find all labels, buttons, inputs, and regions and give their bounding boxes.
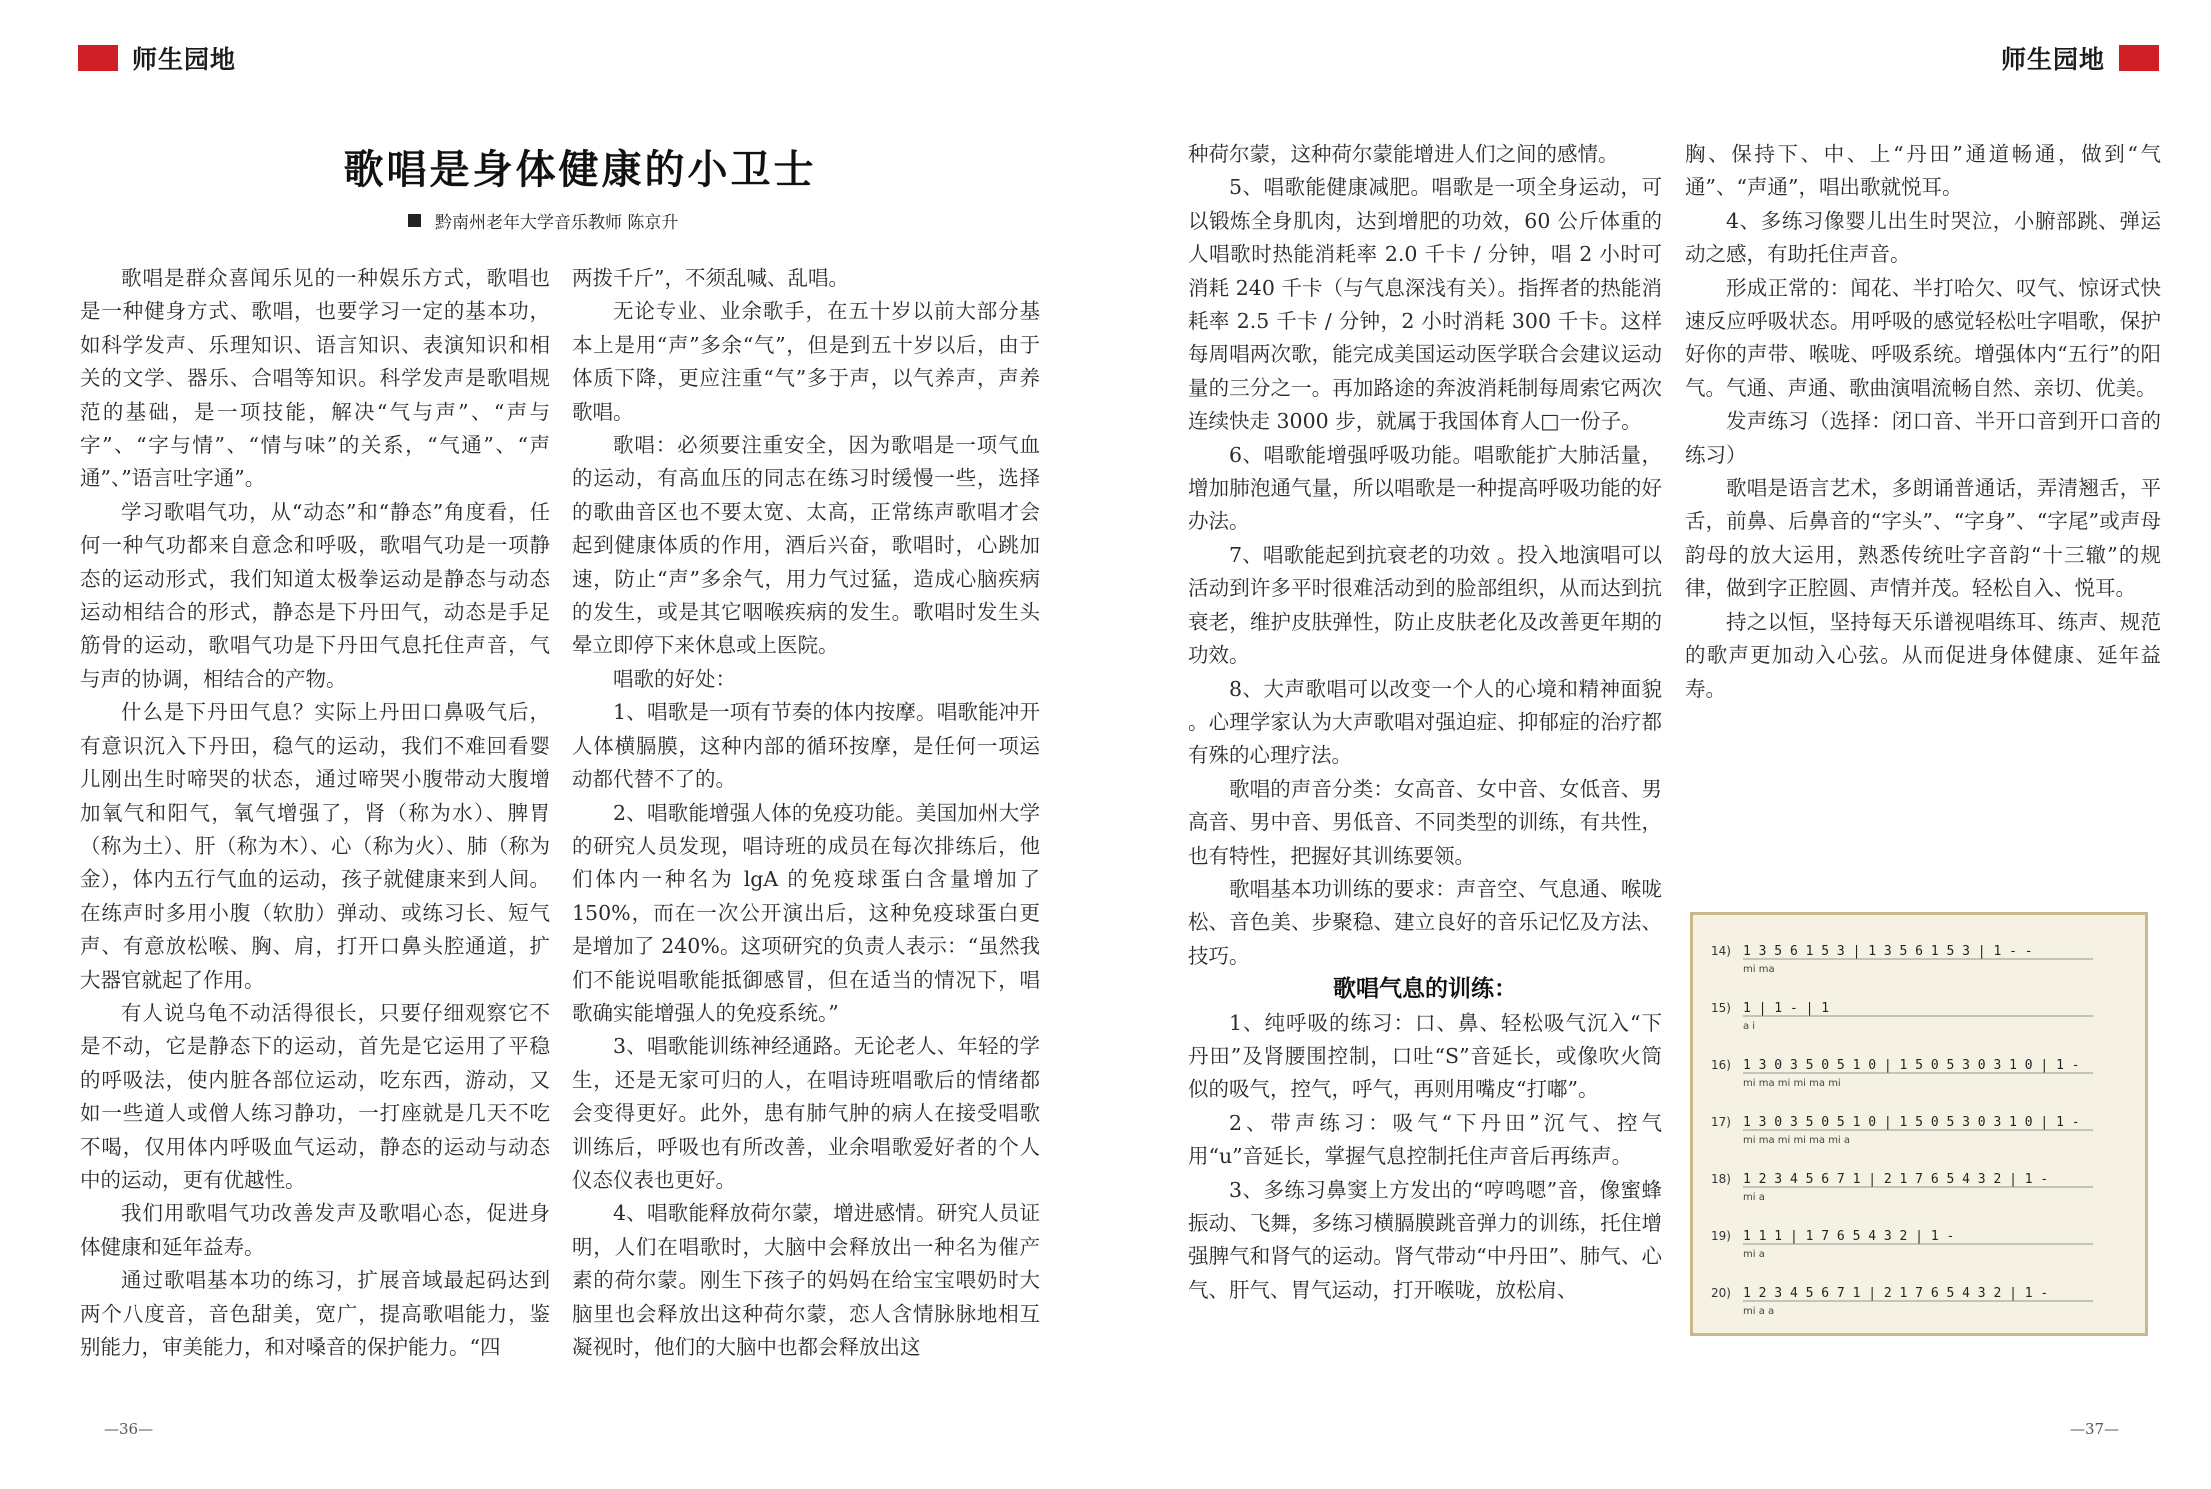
sheet-music-row — [1711, 1001, 2093, 1032]
paragraph: 发声练习（选择：闭口音、半开口音到开口音的练习） — [1685, 409, 2161, 467]
row-number: 15) — [1711, 1001, 1731, 1015]
sheet-music-image — [1690, 912, 2148, 1336]
section-header-left — [78, 44, 250, 72]
paragraph: 歌唱是语言艺术，多朗诵普通话，弄清翘舌，平舌，前鼻、后鼻音的“字头”、“字身”、“字尾”或声母韵母的放大运用，熟悉传统吐字音韵“十三辙”的规律，做到字正腔圆、声情并茂。轻松自入、悦耳。 — [1685, 476, 2161, 601]
paragraph: 无论专业、业余歌手，在五十岁以前大部分基本上是用“声”多余“气”，但是到五十岁以后，由于体质下降，更应注重“气”多于声，以气养声，声养歌唱。 — [572, 299, 1040, 424]
row-number: 14) — [1711, 944, 1731, 958]
red-bar-marker — [78, 45, 118, 71]
row-number: 18) — [1711, 1172, 1731, 1186]
notes-text: 1 3 0 3 5 0 5 1 0 | 1 5 0 5 3 0 3 1 0 | 1 - — [1743, 1058, 2080, 1073]
lyric-text: a i — [1743, 1021, 1756, 1032]
paragraph: 通过歌唱基本功的练习，扩展音域最起码达到两个八度音，音色甜美，宽广，提高歌唱能力，鉴别能力，审美能力，和对嗓音的保护能力。“四 — [80, 1268, 550, 1359]
paragraph: 3、多练习鼻窦上方发出的“哼鸣嗯”音，像蜜蜂振动、飞舞，多练习横膈膜跳音弹力的训练，托住增强脾气和肾气的运动。肾气带动“中丹田”、肺气、心气、肝气、胃气运动，打开喉咙，放松肩、 — [1188, 1177, 1662, 1302]
notes-text: 1 | 1 - | 1 — [1743, 1001, 1830, 1016]
sheet-music-row — [1711, 1286, 2093, 1317]
notes-text: 1 2 3 4 5 6 7 1 | 2 1 7 6 5 4 3 2 | 1 - — [1743, 1172, 2049, 1187]
paragraph: 6、唱歌能增强呼吸功能。唱歌能扩大肺活量，增加肺泡通气量，所以唱歌是一种提高呼吸功能的好办法。 — [1188, 442, 1662, 534]
paragraph: 歌唱的声音分类：女高音、女中音、女低音、男高音、男中音、男低音、不同类型的训练，有共性，也有特性，把握好其训练要领。 — [1188, 776, 1662, 868]
byline-text: 黔南州老年大学音乐教师 陈京升 — [435, 213, 679, 233]
text-column-3 — [1188, 138, 1662, 1307]
sheet-music-row — [1711, 944, 2093, 975]
byline — [408, 208, 678, 233]
notes-text: 1 3 0 3 5 0 5 1 0 | 1 5 0 5 3 0 3 1 0 | 1 - — [1743, 1115, 2080, 1130]
red-bar-marker — [2119, 45, 2159, 71]
paragraph: 2、带声练习：吸气“下丹田”沉气、控气用“u”音延长，掌握气息控制托住声音后再练声。 — [1188, 1110, 1662, 1169]
sheet-music-row — [1711, 1172, 2093, 1203]
paragraph: 7、唱歌能起到抗衰老的功效 。投入地演唱可以活动到许多平时很难活动到的脸部组织，从而达到抗衰老，维护皮肤弹性，防止皮肤老化及改善更年期的功效。 — [1188, 542, 1662, 668]
row-number: 19) — [1711, 1229, 1731, 1243]
row-number: 20) — [1711, 1286, 1731, 1300]
paragraph: 8、大声歌唱可以改变一个人的心境和精神面貌 。心理学家认为大声歌唱对强迫症、抑郁症的治疗都有殊的心理疗法。 — [1188, 676, 1662, 768]
lyric-text: mi ma — [1743, 964, 1775, 975]
sheet-music-svg — [1693, 915, 2145, 1333]
section-title-left: 师生园地 — [132, 45, 237, 74]
paragraph: 我们用歌唱气功改善发声及歌唱心态，促进身体健康和延年益寿。 — [80, 1201, 550, 1259]
section-subheading: 歌唱气息的训练： — [1333, 976, 1517, 1003]
paragraph: 形成正常的：闻花、半打哈欠、叹气、惊讶式快速反应呼吸状态。用呼吸的感觉轻松吐字唱歌，保护好你的声带、喉咙、呼吸系统。增强体内“五行”的阳气。气通、声通、歌曲演唱流畅自然、亲切、优美。 — [1685, 275, 2161, 400]
paragraph: 4、唱歌能释放荷尔蒙，增进感情。研究人员证明，人们在唱歌时，大脑中会释放出一种名为催产素的荷尔蒙。刚生下孩子的妈妈在给宝宝喂奶时大脑里也会释放出这种荷尔蒙，恋人含情脉脉地相互凝视时，他们的大脑中也都会释放出这 — [572, 1201, 1040, 1359]
section-title-right: 师生园地 — [2000, 45, 2105, 74]
notes-text: 1 2 3 4 5 6 7 1 | 2 1 7 6 5 4 3 2 | 1 - — [1743, 1286, 2049, 1301]
sheet-music-row — [1711, 1229, 2093, 1260]
text-column-1 — [80, 262, 550, 1364]
paragraph: 歌唱：必须要注重安全，因为歌唱是一项气血的运动，有高血压的同志在练习时缓慢一些，选择的歌曲音区也不要太宽、太高，正常练声歌唱才会起到健康体质的作用，酒后兴奋，歌唱时，心跳加速，防止“声”多余气，用力气过猛，造成心脑疾病的发生，或是其它咽喉疾病的发生。歌唱时发生头晕立即停下来休息或上医院。 — [572, 433, 1040, 658]
paragraph: 两拨千斤”，不须乱喊、乱唱。 — [572, 266, 849, 290]
article-title: 歌唱是身体健康的小卫士 — [343, 147, 817, 193]
paragraph: 有人说乌龟不动活得很长，只要仔细观察它不是不动，它是静态下的运动，首先是它运用了平稳的呼吸法，使内脏各部位运动，吃东西，游动，又如一些道人或僧人练习静功，一打座就是几天不吃不喝，仅用体内呼吸血气运动，静态的运动与动态中的运动，更有优越性。 — [80, 1000, 550, 1192]
paragraph: 3、唱歌能训练神经通路。无论老人、年轻的学生，还是无家可归的人，在唱诗班唱歌后的情绪都会变得更好。此外，患有肺气肿的病人在接受唱歌训练后，呼吸也有所改善，业余唱歌爱好者的个人仪态仪表也更好。 — [572, 1034, 1040, 1192]
paragraph: 1、纯呼吸的练习：口、鼻、轻松吸气沉入“下丹田”及肾腰围控制，口吐“S”音延长，或像吹火筒似的吸气，控气，呼气，再则用嘴皮“打嘟”。 — [1188, 1010, 1662, 1102]
paragraph: 歌唱是群众喜闻乐见的一种娱乐方式，歌唱也是一种健身方式、歌唱，也要学习一定的基本功，如科学发声、乐理知识、语言知识、表演知识和相关的文学、器乐、合唱等知识。科学发声是歌唱规范的基础，是一项技能，解决“气与声”、“声与字”、“字与情”、“情与味”的关系，“气通”、“声通”、”语言吐字通”。 — [80, 266, 550, 491]
notes-text: 1 3 5 6 1 5 3 | 1 3 5 6 1 5 3 | 1 - - — [1743, 944, 2033, 959]
paragraph: 什么是下丹田气息？实际上丹田口鼻吸气后，有意识沉入下丹田，稳气的运动，我们不难回看婴儿刚出生时啼哭的状态，通过啼哭小腹带动大腹增加氧气和阳气，氧气增强了，肾（称为水）、脾胃（称为土）、肝（称为木）、心（称为火）、肺（称为金），体内五行气血的运动，孩子就健康来到人间。在练声时多用小腹（软肋）弹动、或练习长、短气声、有意放松喉、胸、肩，打开口鼻头腔通道，扩大器官就起了作用。 — [80, 700, 550, 992]
square-bullet-icon — [408, 214, 421, 227]
lyric-text: mi ma mi mi ma mi — [1743, 1078, 1841, 1089]
page-number-left: —36— — [104, 1420, 154, 1438]
text-column-2 — [572, 262, 1040, 1364]
paragraph: 2、唱歌能增强人体的免疫功能。美国加州大学的研究人员发现，唱诗班的成员在每次排练后，他们体内一种名为 lgA 的免疫球蛋白含量增加了150%，而在一次公开演出后，这种免疫球蛋白更是增加了 240%。这项研究的负责人表示：“虽然我们不能说唱歌能抵御感冒，但在适当的情况下，唱歌确实能增强人的免疫系统。” — [572, 800, 1040, 1025]
lyric-text: mi a — [1743, 1249, 1765, 1260]
text-column-4 — [1685, 138, 2161, 706]
paragraph: 唱歌的好处： — [613, 666, 736, 691]
paragraph: 5、唱歌能健康减肥。唱歌是一项全身运动，可以锻炼全身肌肉，达到增肥的功效，60 公斤体重的人唱歌时热能消耗率 2.0 千卡 / 分钟，唱 2 小时可消耗 240 千卡（与气息深浅有关）。指挥者的热能消耗率 2.5 千卡 / 分钟，2 小时消耗 300 千卡。这样每周唱两次歌，能完成美国运动医学联合会建议运动量的三分之一。再加路途的奔波消耗制每周索它两次连续快走 3000 步，就属于我国体育人□一份子。 — [1188, 175, 1662, 434]
lyric-text: mi a — [1743, 1192, 1765, 1203]
paragraph: 1、唱歌是一项有节奏的体内按摩。唱歌能冲开人体横膈膜，这种内部的循环按摩，是任何一项运动都代替不了的。 — [572, 700, 1040, 792]
paragraph: 持之以恒，坚持每天乐谱视唱练耳、练声、规范的歌声更加动入心弦。从而促进身体健康、延年益寿。 — [1685, 609, 2161, 701]
lyric-text: mi a a — [1743, 1306, 1775, 1317]
paragraph: 学习歌唱气功，从“动态”和“静态”角度看，任何一种气功都来自意念和呼吸，歌唱气功是一项静态的运动形式，我们知道太极拳运动是静态与动态运动相结合的形式，静态是下丹田气，动态是手足筋骨的运动，歌唱气功是下丹田气息托住声音，气与声的协调，相结合的产物。 — [80, 499, 550, 691]
paragraph: 胸、保持下、中、上“丹田”通道畅通，做到“气通”、“声通”，唱出歌就悦耳。 — [1685, 142, 2161, 200]
row-number: 17) — [1711, 1115, 1731, 1129]
sheet-music-row — [1711, 1058, 2093, 1089]
section-header-right — [1987, 44, 2159, 72]
paragraph: 歌唱基本功训练的要求：声音空、气息通、喉咙松、音色美、步聚稳、建立良好的音乐记忆及方法、技巧。 — [1188, 876, 1662, 968]
notes-text: 1 1 1 | 1 7 6 5 4 3 2 | 1 - — [1743, 1229, 1955, 1244]
sheet-music-row — [1711, 1115, 2093, 1146]
page-number-right: —37— — [2070, 1420, 2120, 1438]
lyric-text: mi ma mi mi ma mi a — [1743, 1135, 1851, 1146]
paragraph: 种荷尔蒙，这种荷尔蒙能增进人们之间的感情。 — [1188, 142, 1619, 166]
row-number: 16) — [1711, 1058, 1731, 1072]
paragraph: 4、多练习像婴儿出生时哭泣，小腑部跳、弹运动之感，有助托住声音。 — [1685, 208, 2161, 267]
